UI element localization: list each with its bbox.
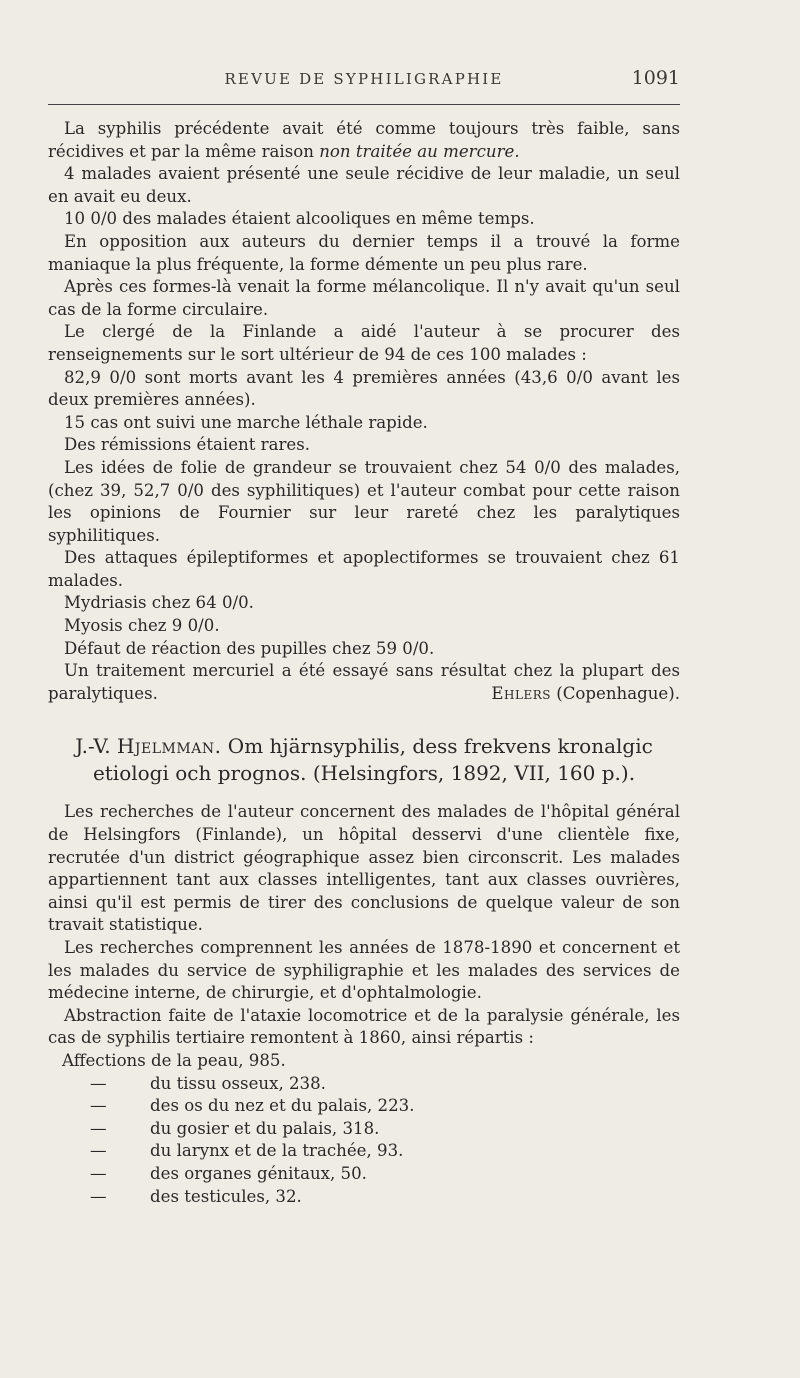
paragraph-text: Un traitement mercuriel a été essayé sans résultat chez la plupart des paralytiques.: [48, 661, 680, 703]
signature-place: (Copenhague).: [550, 683, 680, 703]
article-heading: [48, 733, 680, 787]
list-item: [62, 1140, 680, 1163]
list-item-text: du tissu osseux, 238.: [150, 1073, 326, 1093]
paragraph: 82,9 0/0 sont morts avant les 4 premières années (43,6 0/0 avant les deux premières années).: [48, 367, 680, 410]
heading-title: Om hjärnsyphilis, dess frekvens kronalgic etiologi och prognos. (Helsingfors, 1892, VII, 160 p.).: [92, 734, 653, 786]
paragraph: En opposition aux auteurs du dernier temps il a trouvé la forme maniaque la plus fréquente, la forme démente un peu plus rare.: [48, 231, 680, 274]
list-item: [62, 1095, 680, 1118]
page-number: 1091: [631, 67, 680, 89]
paragraph-text: La syphilis précédente avait été comme toujours très faible, sans récidives et par la même raison: [48, 119, 680, 161]
paragraph: Les recherches comprennent les années de 1878-1890 et concernent et les malades du service de syphiligraphie et les malades des services de médecine interne, de chirurgie, et d'ophtalmologie.: [48, 938, 680, 1003]
paragraph: Mydriasis chez 64 0/0.: [64, 593, 254, 613]
header-rule: [48, 104, 680, 105]
paragraph-with-signature: [48, 660, 680, 705]
list-item-text: des organes génitaux, 50.: [150, 1163, 367, 1183]
list-dash: —: [90, 1186, 107, 1206]
list-item: [62, 1118, 680, 1141]
list-item: [62, 1073, 680, 1096]
paragraph: 10 0/0 des malades étaient alcooliques en même temps.: [64, 209, 535, 229]
list-dash: —: [90, 1096, 107, 1116]
running-head-title: REVUE DE SYPHILIGRAPHIE: [224, 70, 504, 88]
list-dash: —: [90, 1163, 107, 1183]
paragraph: Myosis chez 9 0/0.: [64, 616, 220, 636]
paragraph: Des rémissions étaient rares.: [64, 435, 311, 455]
paragraph: 15 cas ont suivi une marche léthale rapide.: [64, 412, 428, 432]
list-item-text: du gosier et du palais, 318.: [150, 1118, 380, 1138]
heading-author: Hjelmman.: [116, 734, 222, 759]
list-item-text: du larynx et de la trachée, 93.: [150, 1141, 404, 1161]
list-dash: —: [90, 1141, 107, 1161]
paragraph: 4 malades avaient présenté une seule récidive de leur maladie, un seul en avait eu deux.: [48, 164, 680, 206]
list-item-text: des os du nez et du palais, 223.: [150, 1096, 415, 1116]
running-head: [48, 67, 680, 96]
paragraph: Défaut de réaction des pupilles chez 59 0/0.: [64, 638, 435, 658]
list-dash: —: [90, 1073, 107, 1093]
paragraph: Abstraction faite de l'ataxie locomotrice et de la paralysie générale, les cas de syphilis tertiaire remontent à 1860, ainsi répartis :: [48, 1005, 680, 1048]
paragraph: Des attaques épileptiformes et apoplectiformes se trouvaient chez 61 malades.: [48, 548, 680, 590]
list-item: [62, 1186, 680, 1209]
paragraph: Les recherches de l'auteur concernent des malades de l'hôpital général de Helsingfors (Finlande), un hôpital desservi d'une clientèle fixe, recrutée d'un district géographique assez bien circonscrit. Les malades appartiennent tant aux classes intelligentes, tant aux classes ouvrières, ainsi qu'il est permis de tirer des conclusions de quelque valeur de son travait statistique.: [48, 802, 680, 935]
paragraph: [48, 118, 680, 163]
paragraph: Le clergé de la Finlande a aidé l'auteur à se procurer des renseignements sur le sort ultérieur de 94 de ces 100 malades :: [48, 322, 680, 364]
list-dash: —: [90, 1118, 107, 1138]
list-item: [62, 1050, 680, 1073]
body-text: [48, 118, 680, 1208]
heading-prefix: J.-V.: [75, 734, 117, 759]
list-item-text: des testicules, 32.: [150, 1186, 302, 1206]
italic-phrase: non traitée au mercure.: [319, 141, 520, 161]
signature: [475, 683, 680, 706]
signature-name: Ehlers: [491, 683, 551, 703]
paragraph: Les idées de folie de grandeur se trouvaient chez 54 0/0 des malades, (chez 39, 52,7 0/0 des syphilitiques) et l'auteur combat pour cette raison les opinions de Fournier sur leur rareté chez les paralytiques syphilitiques.: [48, 457, 680, 545]
list-item-text: Affections de la peau, 985.: [62, 1050, 286, 1070]
paragraph: Après ces formes-là venait la forme mélancolique. Il n'y avait qu'un seul cas de la forme circulaire.: [48, 277, 680, 319]
list-item: [62, 1163, 680, 1186]
affections-list: [62, 1050, 680, 1208]
